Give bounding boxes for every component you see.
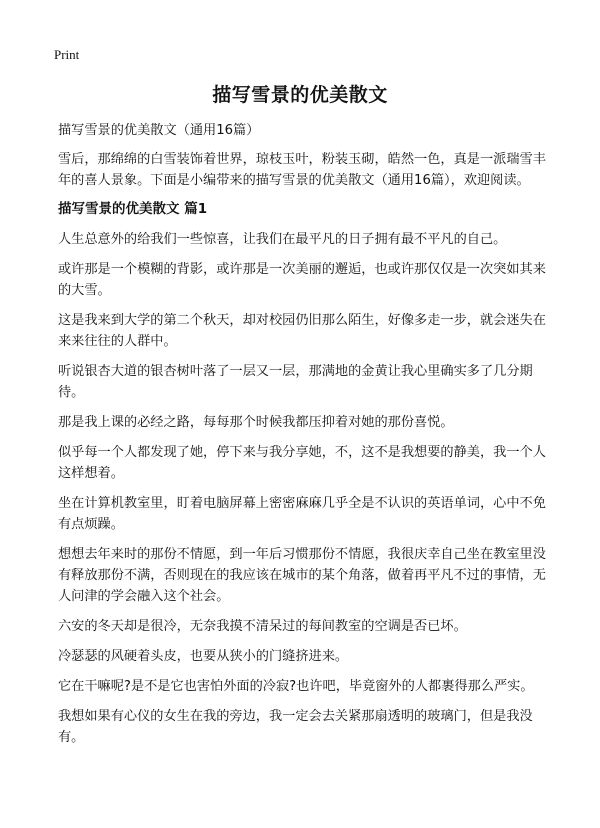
paragraph: 它在干嘛呢?是不是它也害怕外面的冷寂?也许吧，毕竟窗外的人都裹得那么严实。	[58, 679, 534, 694]
section-heading: 描写雪景的优美散文 篇1	[58, 201, 208, 217]
paragraph: 听说银杏大道的银杏树叶落了一层又一层，那满地的金黄让我心里确实多了几分期待。	[58, 364, 533, 400]
print-link[interactable]: Print	[54, 47, 80, 62]
paragraph: 人生总意外的给我们一些惊喜，让我们在最平凡的日子拥有最不平凡的自己。	[58, 232, 507, 247]
paragraph: 那是我上课的必经之路，每每那个时候我都压抑着对她的那份喜悦。	[58, 415, 454, 430]
paragraph: 坐在计算机教室里，盯着电脑屏幕上密密麻麻几乎全是不认识的英语单词，心中不免有点烦躁。	[58, 496, 546, 532]
paragraph: 想想去年来时的那份不情愿，到一年后习惯那份不情愿，我很庆幸自己坐在教室里没有释放那份不满，否则现在的我应该在城市的某个角落，做着再平凡不过的事情，无人问津的学会融入这个社会。	[58, 547, 546, 604]
paragraph: 冷瑟瑟的风硬着头皮，也要从狭小的门缝挤进来。	[58, 649, 349, 664]
article-subtitle: 描写雪景的优美散文（通用16篇）	[58, 123, 260, 138]
paragraph: 或许那是一个模糊的背影，或许那是一次美丽的邂逅，也或许那仅仅是一次突如其来的大雪。	[58, 262, 546, 298]
paragraph: 似乎每一个人都发现了她，停下来与我分享她，不，这不是我想要的静美，我一个人这样想着。	[58, 445, 546, 481]
paragraph: 我想如果有心仪的女生在我的旁边，我一定会去关紧那扇透明的玻璃门，但是我没有。	[58, 709, 533, 745]
intro-paragraph: 雪后，那绵绵的白雪装饰着世界，琼枝玉叶，粉装玉砌，皓然一色，真是一派瑞雪丰年的喜人景象。下面是小编带来的描写雪景的优美散文（通用16篇），欢迎阅读。	[58, 152, 546, 188]
article-body	[58, 120, 554, 757]
paragraph: 这是我来到大学的第二个秋天，却对校园仍旧那么陌生，好像多走一步，就会迷失在来来往往的人群中。	[58, 313, 546, 349]
page-title: 描写雪景的优美散文	[212, 84, 388, 106]
paragraph: 六安的冬天却是很冷，无奈我摸不清呆过的每间教室的空调是否已坏。	[58, 619, 467, 634]
